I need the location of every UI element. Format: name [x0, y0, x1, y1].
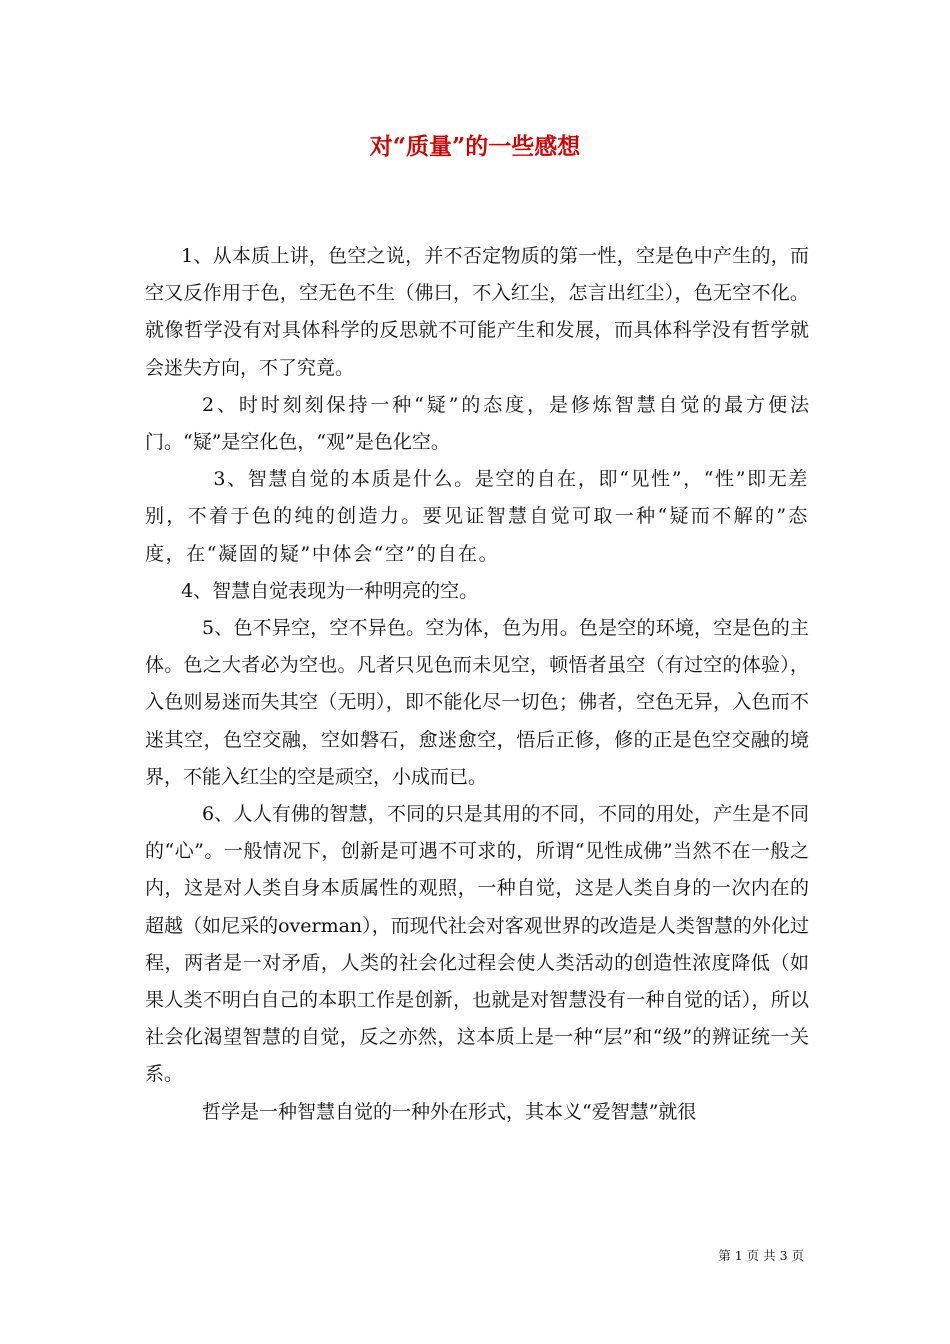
document-title: 对“质量”的一些感想 [369, 133, 581, 160]
page-number-footer: 第 1 页 共 3 页 [718, 1248, 804, 1263]
paragraph-3: 3、智慧自觉的本质是什么。是空的自在，即“见性”，“性”即无差别，不着于色的纯的创造力。要见证智慧自觉可取一种“疑而不解的”态度，在“凝固的疑”中体会“空”的自在。 [145, 468, 809, 565]
paragraph-4: 4、智慧自觉表现为一种明亮的空。 [181, 579, 479, 602]
paragraph-1: 1、从本质上讲，色空之说，并不否定物质的第一性，空是色中产生的，而空又反作用于色，空无色不生（佛曰，不入红尘，怎言出红尘），色无空不化。就像哲学没有对具体科学的反思就不可能产生和发展，而具体科学没有哲学就会迷失方向，不了究竟。 [145, 245, 809, 379]
document-body [145, 238, 809, 1131]
paragraph-6: 6、人人有佛的智慧，不同的只是其用的不同，不同的用处，产生是不同的“心”。一般情况下，创新是可遇不可求的，所谓“见性成佛”当然不在一般之内，这是对人类自身本质属性的观照，一种自觉，这是人类自身的一次内在的超越（如尼采的overman），而现代社会对客观世界的改造是人类智慧的外化过程，两者是一对矛盾，人类的社会化过程会使人类活动的创造性浓度降低（如果人类不明白自己的本职工作是创新，也就是对智慧没有一种自觉的话），所以社会化渴望智慧的自觉，反之亦然，这本质上是一种“层”和“级”的辨证统一关系。 [145, 803, 809, 1086]
paragraph-2: 2、时时刻刻保持一种“疑”的态度，是修炼智慧自觉的最方便法门。“疑”是空化色，“观”是色化空。 [145, 393, 809, 454]
paragraph-7: 哲学是一种智慧自觉的一种外在形式，其本义“爱智慧”就很 [202, 1100, 697, 1123]
paragraph-5: 5、色不异空，空不异色。空为体，色为用。色是空的环境，空是色的主体。色之大者必为空也。凡者只见色而未见空，顿悟者虽空（有过空的体验），入色则易迷而失其空（无明），即不能化尽一切色；佛者，空色无异，入色而不迷其空，色空交融，空如磐石，愈迷愈空，悟后正修，修的正是色空交融的境界，不能入红尘的空是顽空，小成而已。 [145, 617, 809, 788]
